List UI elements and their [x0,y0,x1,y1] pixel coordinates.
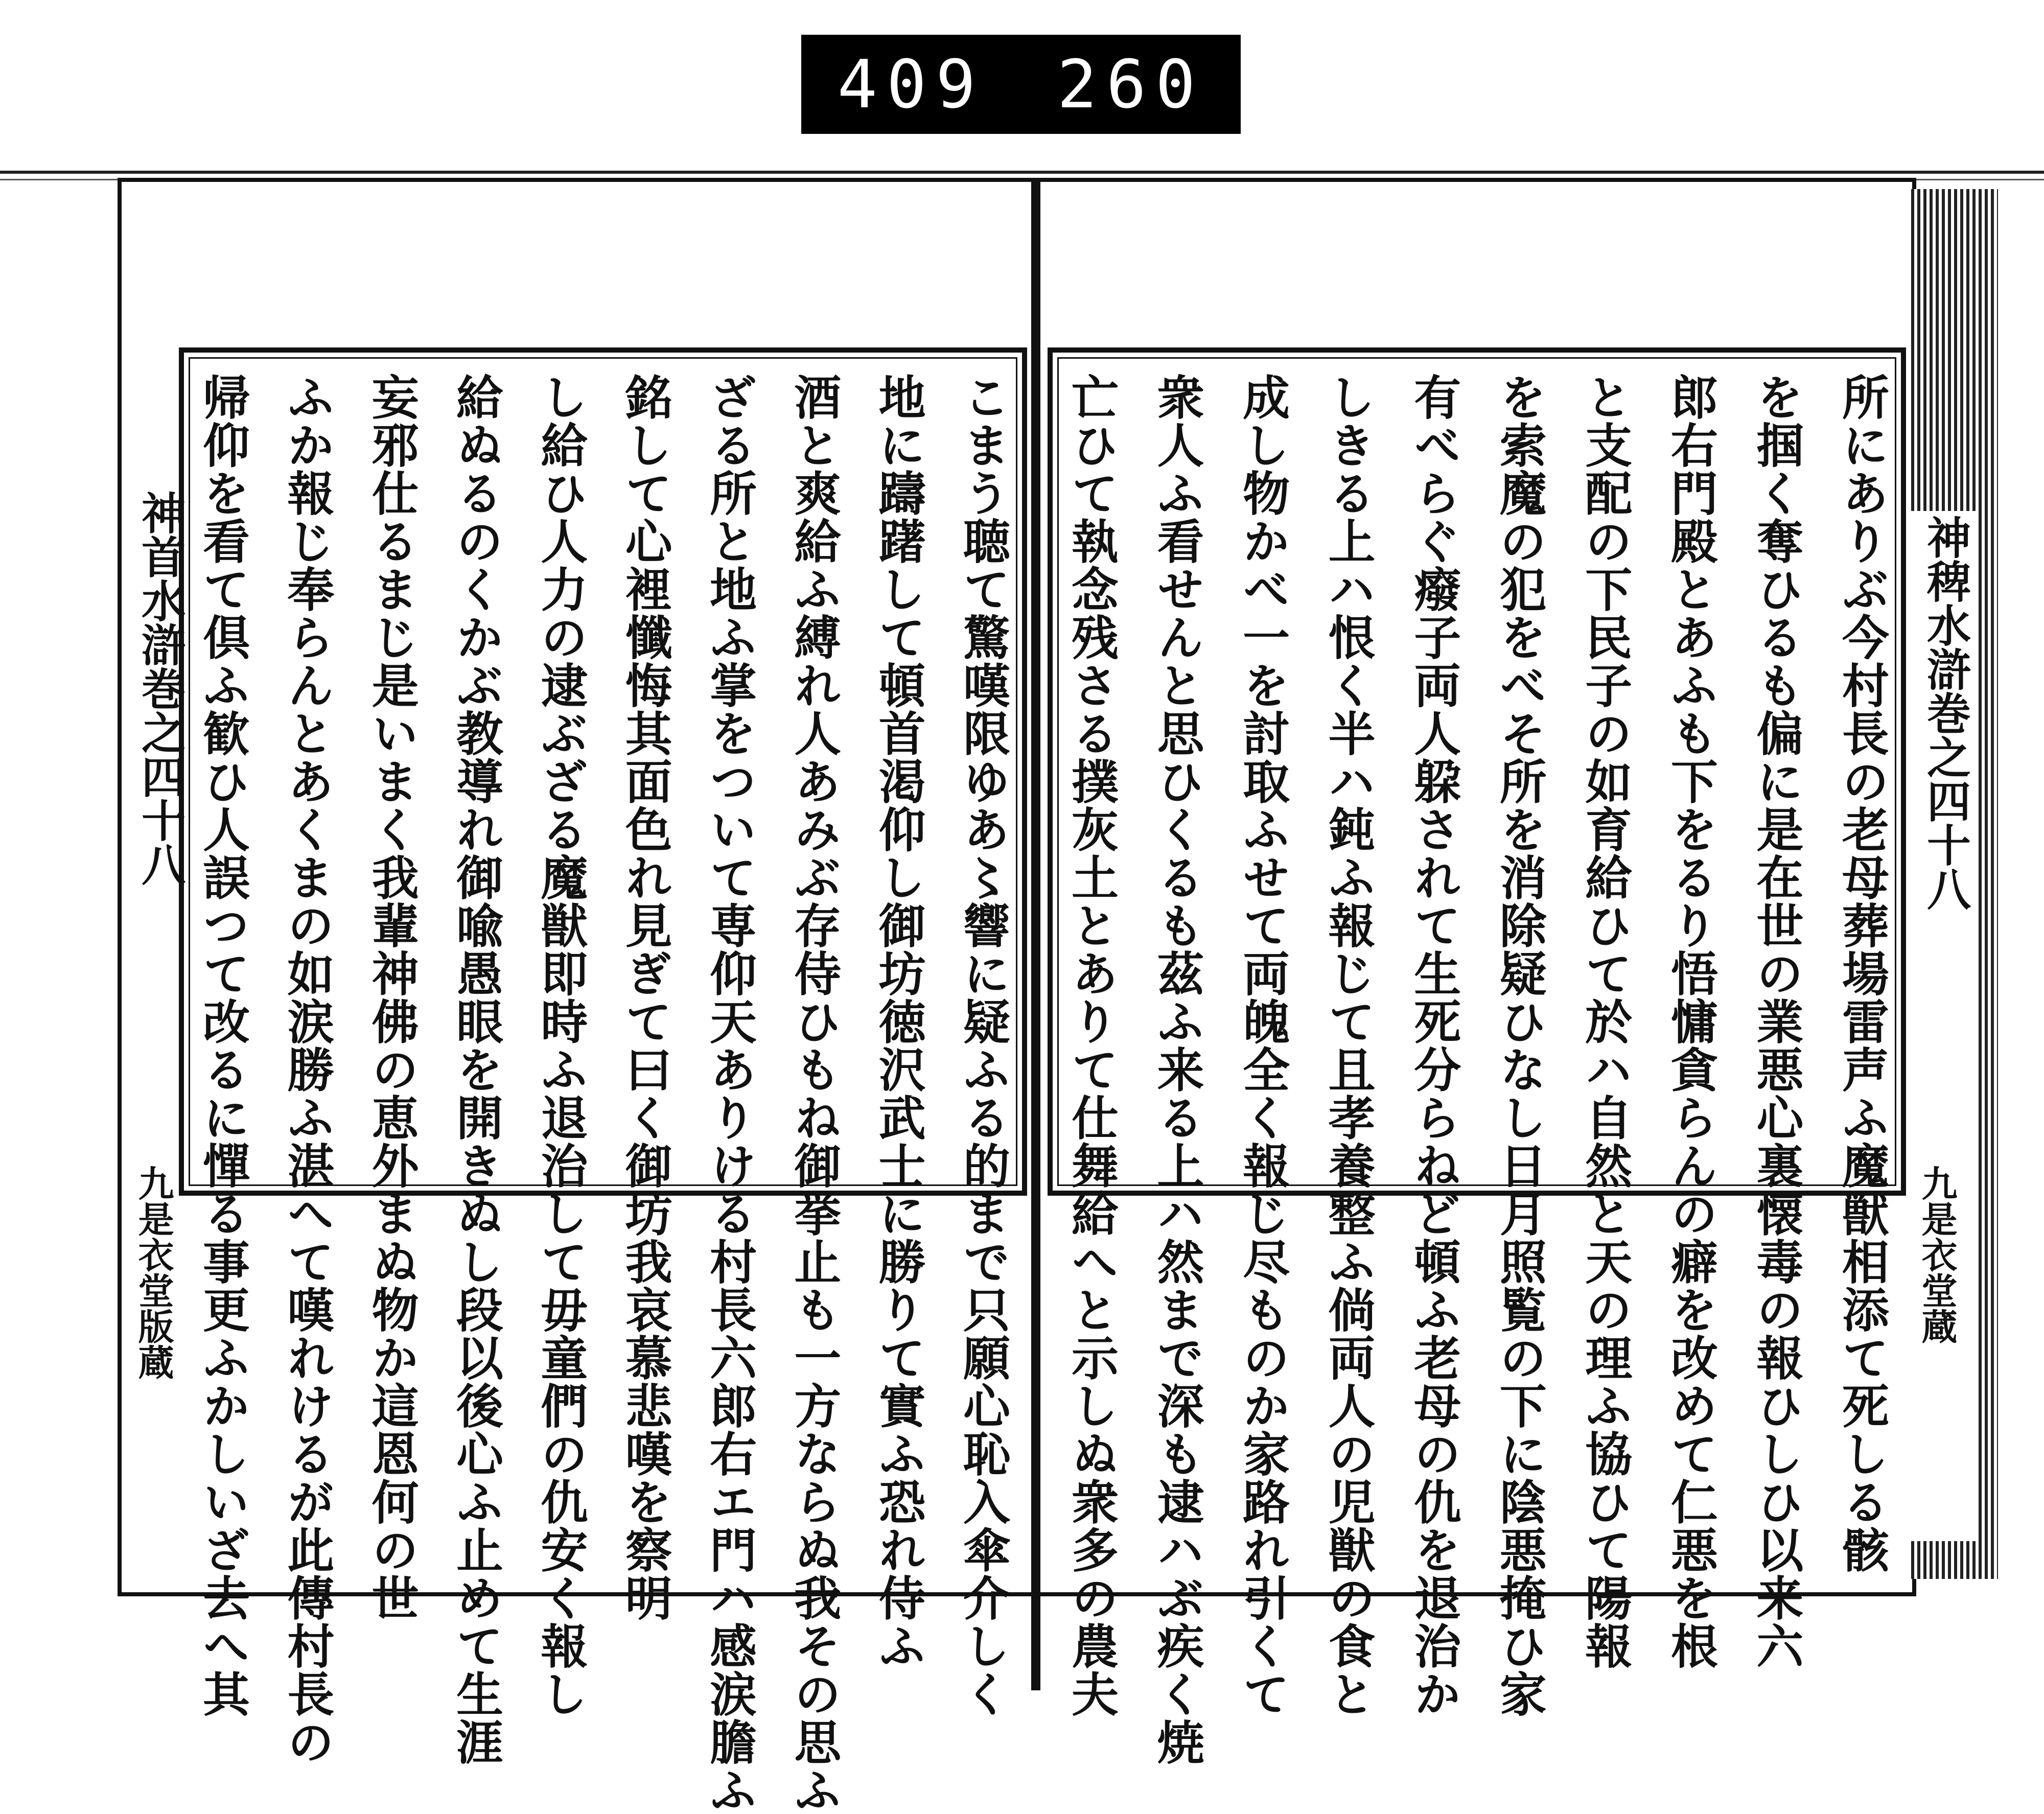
archive-number-right: 260 [1057,45,1205,123]
text-column: ふか報じ奉らんとあくまの如涙勝ふ湛へて嘆れけるが此傳村長の [280,373,335,1766]
text-column: 郎右門殿とあふも下をるり悟慵貪らんの癖を改めて仁悪を根 [1663,373,1718,1670]
right-text-frame [1048,347,1906,1766]
text-column: しきる上ハ恨く半ハ鈍ふ報じて且孝養整ふ倘両人の児獣の食と [1320,373,1376,1718]
left-text-frame [179,347,1027,1814]
text-column: 亡ひて執念残さる撲灰土とありて仕舞給へと示しぬ衆多の農夫 [1064,373,1119,1718]
text-column: 給ぬるのくかぶ教導れ御喩愚眼を開きぬし段以後心ふ止めて生涯 [448,373,504,1766]
text-column: 帰仰を看て倶ふ歓ひ人誤つて改るに憚る事更ふかしいざ去へ其 [195,373,250,1718]
scan-edge-line [0,171,2044,174]
text-column: 衆人ふ看せんと思ひくるも茲ふ来る上ハ然まで深も逮ハぶ疾く焼 [1149,373,1205,1766]
left-margin-title: 神首水滸巻之四十八 [134,491,185,886]
archive-number-left: 409 [837,45,985,123]
text-column: ざる所と地ふ掌をついて専仰天ありける村長六郎右エ門ハ感涙膽ふ [702,373,757,1814]
text-column: 成し物かべ一を討取ふせて両魄全く報じ尽ものか家路れ引くて [1235,373,1291,1718]
text-column: を掴く奪ひるも偏に是在世の業悪心裏懐毒の報ひしひ以来六 [1749,373,1804,1670]
text-column: と支配の下民子の如育給ひて於ハ自然と天の理ふ協ひて陽報 [1577,373,1633,1670]
text-column: を索魔の犯をべそ所を消除疑ひなし日月照覧の下に陰悪掩ひ家 [1492,373,1547,1718]
text-column: 銘して心裡懺悔其面色れ見ぎて曰く御坊我哀慕悲嘆を察明 [617,373,673,1622]
book-spine [1031,178,1040,1690]
text-column: 所にありぶ今村長の老母葬場雷声ふ魔獣相添て死しる骸 [1834,373,1890,1574]
text-column: 酒と爽給ふ縛れ人あみぶ存侍ひもね御挙止も一方ならぬ我その思ふ [786,373,842,1814]
text-column: 有べらぐ癈子両人躱されて生死分らねど頓ふ老母の仇を退治か [1406,373,1462,1718]
left-margin-note: 九是衣堂版蔵 [132,1165,175,1380]
text-column: 地に躊躇して頓首渇仰し御坊徳沢武士に勝りて實ふ恐れ侍ふ [871,373,926,1670]
right-margin-note: 九是衣堂蔵 [1911,1165,1963,1344]
right-margin-title: 神稗水滸巻之四十八 [1911,511,1979,1541]
left-columns [195,373,1011,1814]
archive-label [801,35,1241,134]
right-columns [1064,373,1890,1766]
text-column: こまう聴て驚嘆限ゆあ〻響に疑ふる的まで只願心恥入傘介しく [955,373,1011,1718]
text-column: 妄邪仕るまじ是いまく我輩神佛の恵外まぬ物か這恩何の世 [364,373,420,1622]
text-column: し給ひ人力の逮ぶざる魔獣即時ふ退治して毋童們の仇安く報し [533,373,589,1718]
